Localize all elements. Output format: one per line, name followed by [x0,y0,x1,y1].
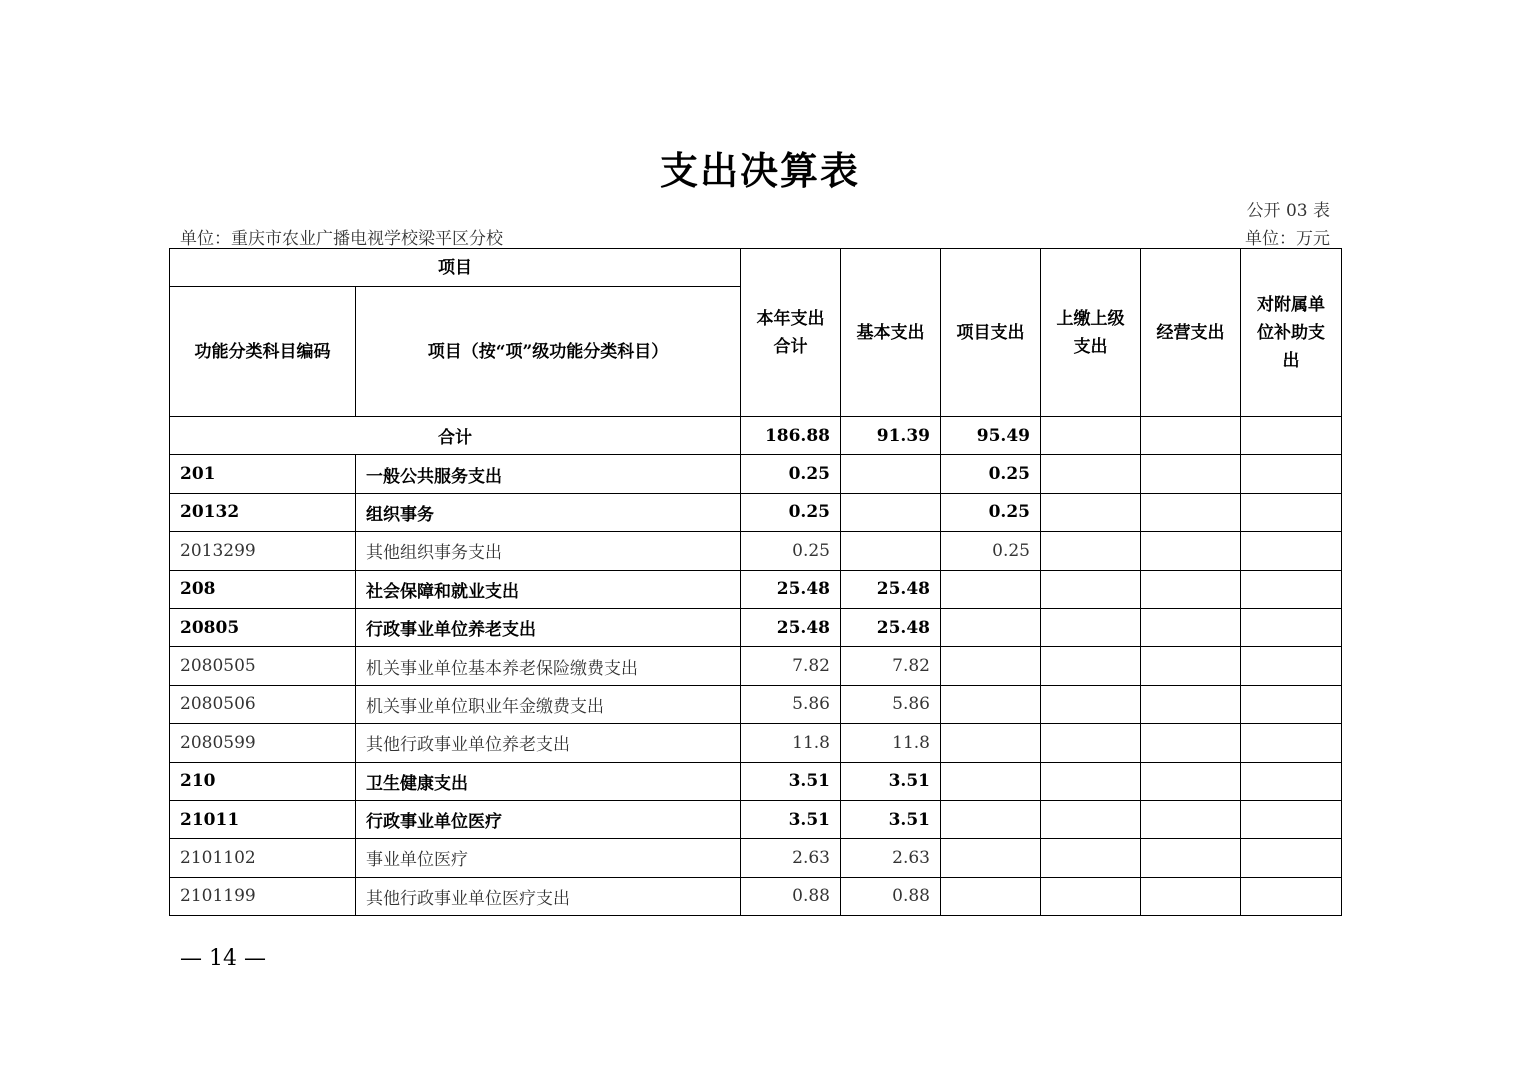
cell-project: 0.25 [941,493,1041,531]
cell-upper [1041,455,1141,493]
cell-total: 0.25 [741,532,841,570]
cell-upper [1041,532,1141,570]
total-cell-upper [1041,417,1141,455]
cell-business [1141,685,1241,723]
total-label: 合计 [170,417,741,455]
cell-name: 一般公共服务支出 [356,455,741,493]
cell-upper [1041,493,1141,531]
total-row [170,417,1342,455]
cell-total: 0.25 [741,493,841,531]
cell-basic: 0.88 [841,877,941,915]
cell-basic [841,455,941,493]
cell-name: 其他行政事业单位养老支出 [356,724,741,762]
cell-total: 0.25 [741,455,841,493]
cell-name: 行政事业单位养老支出 [356,608,741,646]
cell-project: 0.25 [941,532,1041,570]
cell-basic [841,532,941,570]
cell-subsidy [1241,493,1342,531]
cell-name: 行政事业单位医疗 [356,800,741,838]
cell-total: 25.48 [741,608,841,646]
header-code: 功能分类科目编码 [170,287,356,417]
cell-code: 2080505 [170,647,356,685]
cell-project [941,762,1041,800]
cell-business [1141,762,1241,800]
cell-project [941,800,1041,838]
cell-project [941,724,1041,762]
cell-subsidy [1241,570,1342,608]
cell-project [941,570,1041,608]
cell-name: 组织事务 [356,493,741,531]
cell-basic: 25.48 [841,608,941,646]
header-project: 项目支出 [941,249,1041,417]
cell-business [1141,493,1241,531]
cell-subsidy [1241,647,1342,685]
table-row [170,685,1342,723]
cell-code: 2101102 [170,839,356,877]
cell-subsidy [1241,724,1342,762]
cell-upper [1041,647,1141,685]
cell-project [941,877,1041,915]
cell-total: 7.82 [741,647,841,685]
table-row [170,762,1342,800]
cell-total: 0.88 [741,877,841,915]
cell-upper [1041,839,1141,877]
cell-code: 2101199 [170,877,356,915]
cell-total: 3.51 [741,762,841,800]
cell-total: 2.63 [741,839,841,877]
cell-business [1141,877,1241,915]
cell-basic: 3.51 [841,762,941,800]
cell-project [941,647,1041,685]
header-total: 本年支出合计 [741,249,841,417]
table-row [170,800,1342,838]
unit-label: 单位：重庆市农业广播电视学校梁平区分校 [180,229,503,249]
total-cell-total: 186.88 [741,417,841,455]
cell-basic: 3.51 [841,800,941,838]
cell-upper [1041,877,1141,915]
cell-name: 其他组织事务支出 [356,532,741,570]
table-row [170,724,1342,762]
cell-project: 0.25 [941,455,1041,493]
table-row [170,493,1342,531]
cell-basic: 25.48 [841,570,941,608]
cell-name: 机关事业单位基本养老保险缴费支出 [356,647,741,685]
cell-project [941,608,1041,646]
cell-name: 事业单位医疗 [356,839,741,877]
expenditure-table [169,248,1342,916]
cell-code: 20805 [170,608,356,646]
table-row [170,877,1342,915]
cell-business [1141,455,1241,493]
header-subsidy: 对附属单位补助支出 [1241,249,1342,417]
cell-name: 其他行政事业单位医疗支出 [356,877,741,915]
cell-business [1141,532,1241,570]
cell-upper [1041,724,1141,762]
table-row [170,647,1342,685]
header-upper: 上缴上级支出 [1041,249,1141,417]
cell-upper [1041,685,1141,723]
total-cell-subsidy [1241,417,1342,455]
cell-business [1141,800,1241,838]
cell-business [1141,839,1241,877]
cell-subsidy [1241,685,1342,723]
cell-basic: 2.63 [841,839,941,877]
table-row [170,455,1342,493]
cell-basic [841,493,941,531]
cell-business [1141,608,1241,646]
currency-label: 单位：万元 [1245,229,1330,249]
cell-subsidy [1241,608,1342,646]
cell-project [941,685,1041,723]
cell-upper [1041,762,1141,800]
cell-subsidy [1241,877,1342,915]
total-cell-project: 95.49 [941,417,1041,455]
cell-name: 社会保障和就业支出 [356,570,741,608]
cell-code: 2080599 [170,724,356,762]
header-basic: 基本支出 [841,249,941,417]
cell-name: 机关事业单位职业年金缴费支出 [356,685,741,723]
cell-business [1141,570,1241,608]
cell-code: 20132 [170,493,356,531]
cell-business [1141,724,1241,762]
cell-subsidy [1241,455,1342,493]
cell-code: 21011 [170,800,356,838]
cell-code: 201 [170,455,356,493]
form-number: 公开 03 表 [1246,201,1330,221]
cell-total: 11.8 [741,724,841,762]
cell-upper [1041,608,1141,646]
cell-code: 2013299 [170,532,356,570]
cell-subsidy [1241,762,1342,800]
table-row [170,608,1342,646]
page-title: 支出决算表 [659,148,860,193]
cell-name: 卫生健康支出 [356,762,741,800]
cell-project [941,839,1041,877]
header-business: 经营支出 [1141,249,1241,417]
cell-code: 2080506 [170,685,356,723]
cell-subsidy [1241,839,1342,877]
cell-total: 5.86 [741,685,841,723]
table-row [170,570,1342,608]
cell-subsidy [1241,532,1342,570]
header-name: 项目（按“项”级功能分类科目） [356,287,741,417]
cell-total: 25.48 [741,570,841,608]
cell-business [1141,647,1241,685]
page-number: — 14 — [180,946,266,971]
table-row [170,532,1342,570]
cell-basic: 11.8 [841,724,941,762]
cell-subsidy [1241,800,1342,838]
cell-code: 208 [170,570,356,608]
cell-upper [1041,800,1141,838]
table-row [170,839,1342,877]
total-cell-business [1141,417,1241,455]
header-item-group: 项目 [170,249,741,287]
cell-basic: 5.86 [841,685,941,723]
cell-basic: 7.82 [841,647,941,685]
cell-total: 3.51 [741,800,841,838]
cell-upper [1041,570,1141,608]
cell-code: 210 [170,762,356,800]
total-cell-basic: 91.39 [841,417,941,455]
